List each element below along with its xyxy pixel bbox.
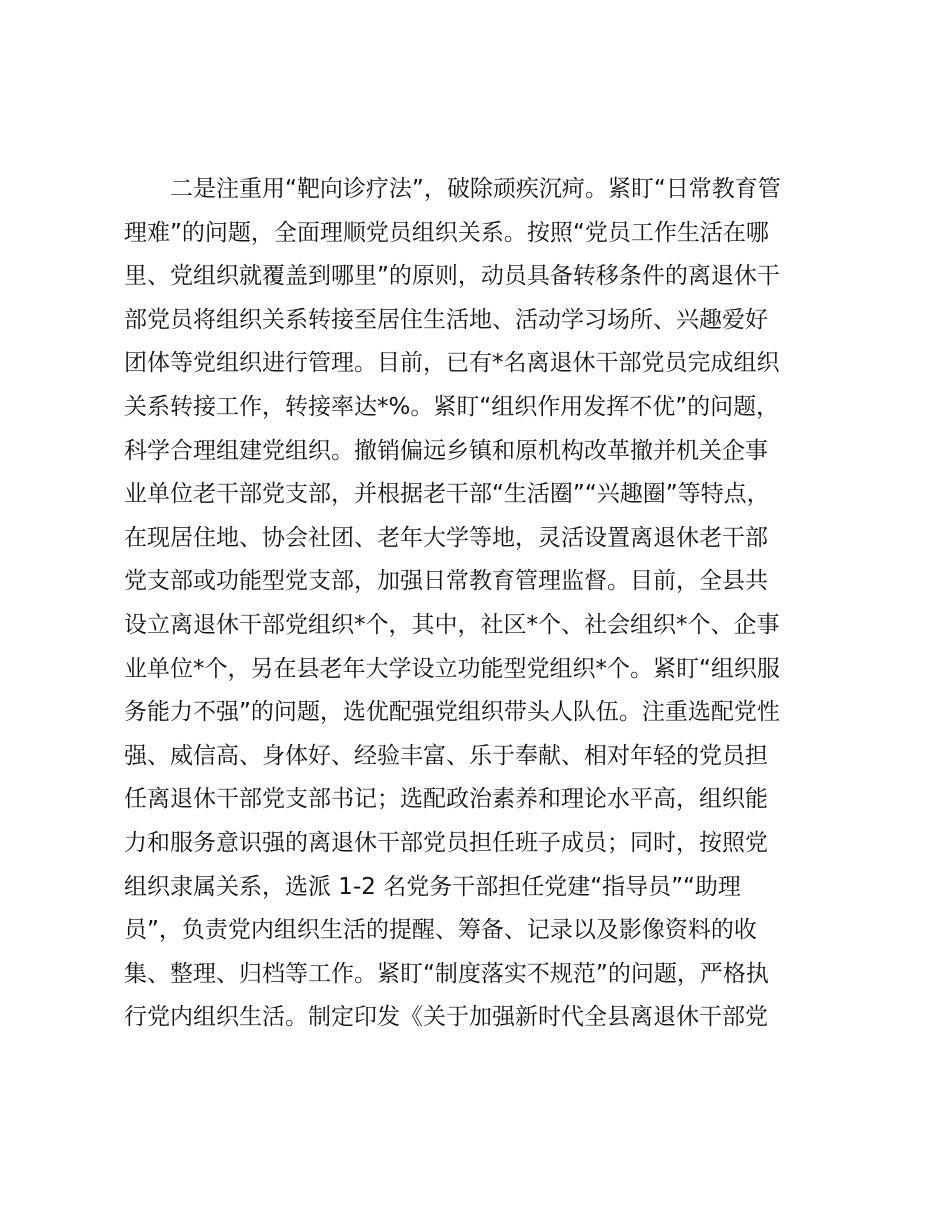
text-line: 组织隶属关系，选派 1-2 名党务干部担任党建“指导员”“助理 [124, 873, 741, 900]
body-paragraph [124, 168, 836, 1040]
text-line: 力和服务意识强的离退休干部党员担任班子成员；同时，按照党 [124, 829, 768, 856]
text-line: 任离退休干部党支部书记；选配政治素养和理论水平高，组织能 [124, 786, 768, 813]
text-line: 科学合理组建党组织。撤销偏远乡镇和原机构改革撤并机关企事 [124, 437, 768, 464]
text-line: 在现居住地、协会社团、老年大学等地，灵活设置离退休老干部 [124, 524, 768, 551]
text-line: 员”，负责党内组织生活的提醒、筹备、记录以及影像资料的收 [124, 917, 757, 944]
text-line: 强、威信高、身体好、经验丰富、乐于奉献、相对年轻的党员担 [124, 742, 768, 769]
text-line: 关系转接工作，转接率达*%。紧盯“组织作用发挥不优”的问题， [124, 393, 780, 420]
text-line: 理难”的问题，全面理顺党员组织关系。按照“党员工作生活在哪 [124, 219, 769, 246]
text-line: 里、党组织就覆盖到哪里”的原则，动员具备转移条件的离退休干 [124, 263, 780, 290]
text-line: 业单位老干部党支部，并根据老干部“生活圈”“兴趣圈”等特点， [124, 481, 770, 508]
text-line: 集、整理、归档等工作。紧盯“制度落实不规范”的问题，严格执 [124, 960, 769, 987]
text-line: 党支部或功能型党支部，加强日常教育管理监督。目前，全县共 [124, 568, 768, 595]
text-line: 二是注重用“靶向诊疗法”，破除顽疾沉疴。紧盯“日常教育管 [170, 176, 781, 202]
text-line: 部党员将组织关系转接至居住生活地、活动学习场所、兴趣爱好 [124, 306, 768, 333]
text-line: 行党内组织生活。制定印发《关于加强新时代全县离退休干部党 [124, 1004, 768, 1031]
text-line: 务能力不强”的问题，选优配强党组织带头人队伍。注重选配党性 [124, 699, 780, 726]
text-line: 团体等党组织进行管理。目前，已有*名离退休干部党员完成组织 [124, 350, 780, 377]
text-line: 设立离退休干部党组织*个，其中，社区*个、社会组织*个、企事 [124, 611, 780, 638]
text-line: 业单位*个，另在县老年大学设立功能型党组织*个。紧盯“组织服 [124, 655, 780, 682]
